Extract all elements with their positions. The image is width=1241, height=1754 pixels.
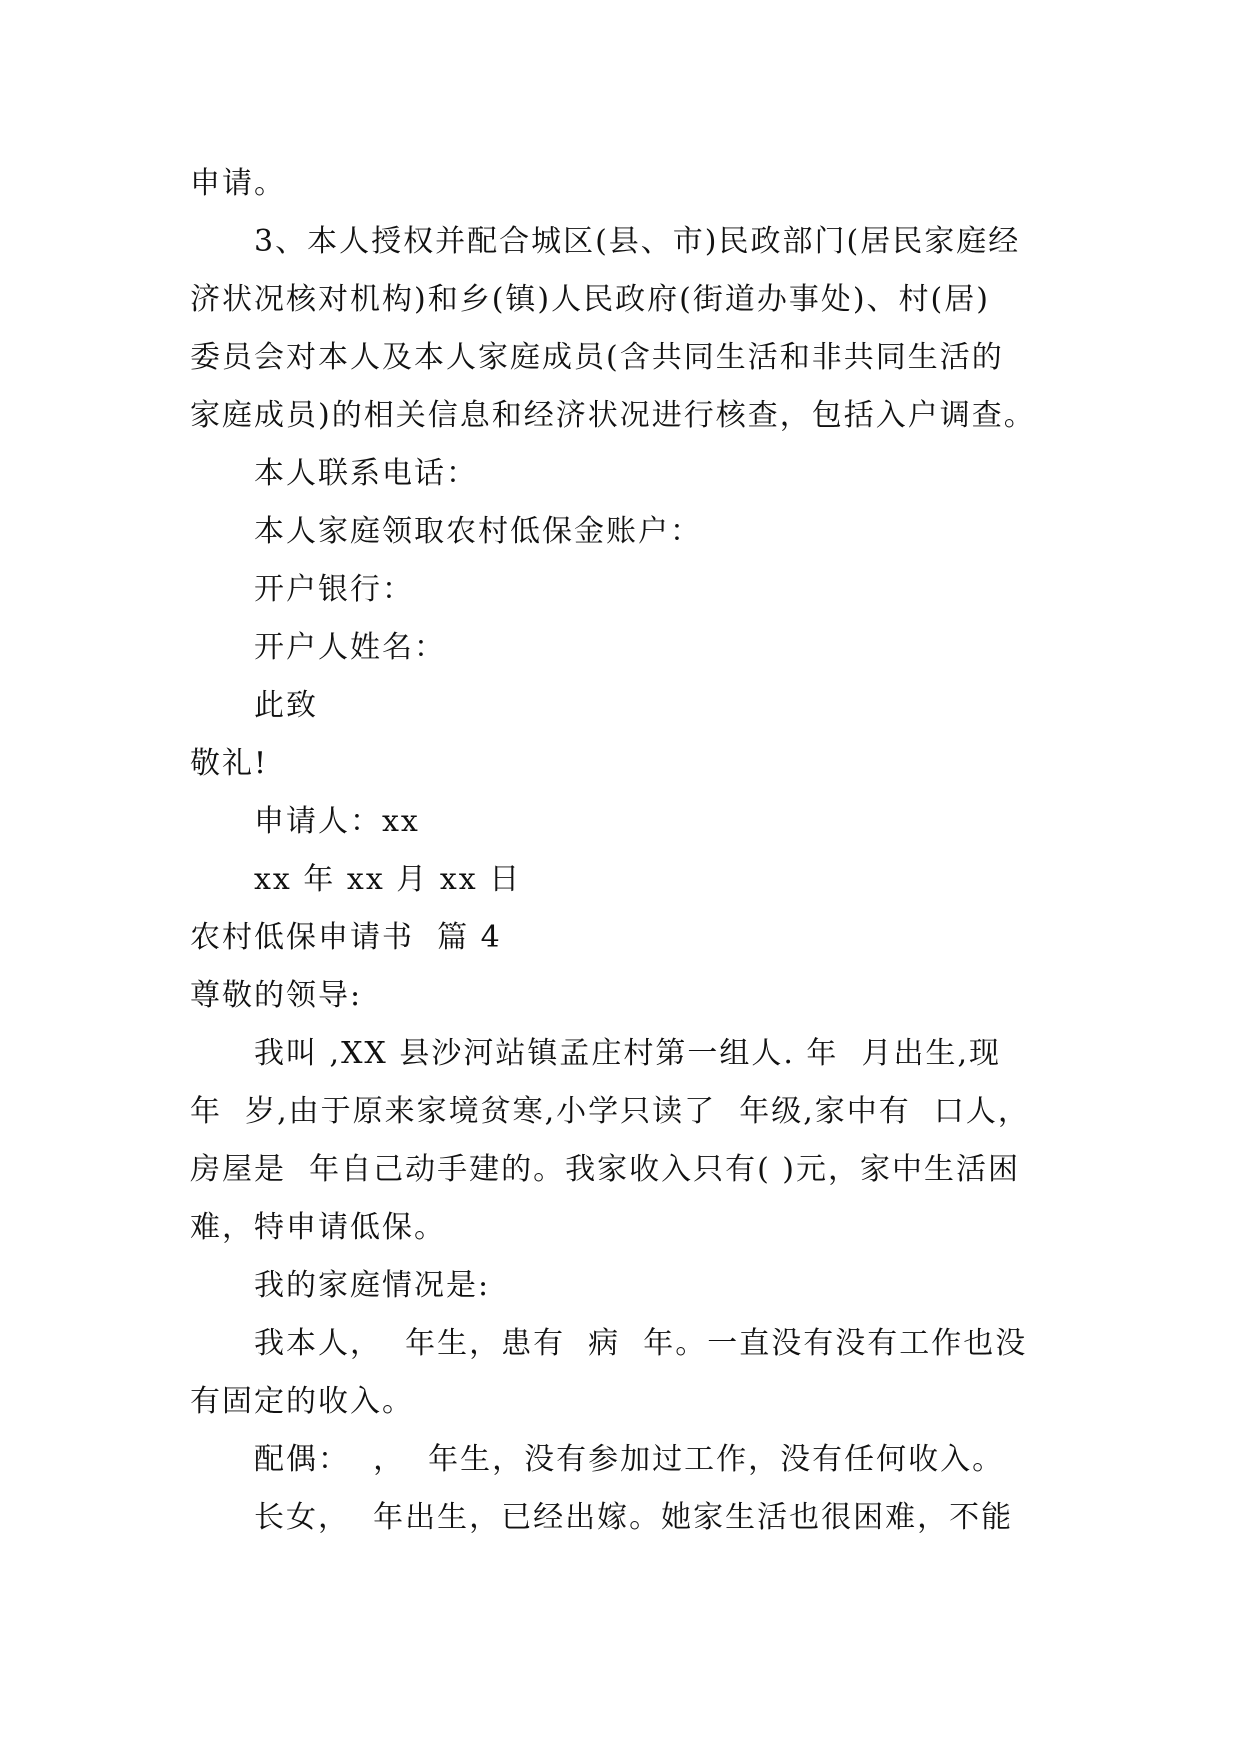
text-line: 我本人， 年生，患有 病 年。一直没有没有工作也没 xyxy=(254,1326,1028,1361)
text-line: 此致 xyxy=(254,688,318,723)
text-line: 开户银行： xyxy=(254,572,414,607)
section-title: 农村低保申请书 篇 4 xyxy=(190,920,502,955)
text-line: 3、本人授权并配合城区(县、市)民政部门(居民家庭经 xyxy=(254,224,1021,259)
text-line: 敬礼! xyxy=(190,746,269,781)
text-line: 房屋是 年自己动手建的。我家收入只有( )元，家中生活困 xyxy=(190,1152,1021,1187)
text-line: 长女， 年出生，已经出嫁。她家生活也很困难，不能 xyxy=(254,1500,1014,1535)
text-line: 有固定的收入。 xyxy=(190,1384,414,1419)
text-line: 我的家庭情况是: xyxy=(254,1268,491,1303)
text-line: 年 岁,由于原来家境贫寒,小学只读了 年级,家中有 口人， xyxy=(190,1094,1030,1129)
text-line: 本人家庭领取农村低保金账户： xyxy=(254,514,702,549)
text-line: 开户人姓名： xyxy=(254,630,446,665)
text-line: 申请。 xyxy=(190,166,286,201)
document-page xyxy=(190,155,1070,1547)
text-line: 济状况核对机构)和乡(镇)人民政府(街道办事处)、村(居) xyxy=(190,282,990,317)
text-line: 本人联系电话： xyxy=(254,456,478,491)
text-line: 委员会对本人及本人家庭成员(含共同生活和非共同生活的 xyxy=(190,340,1004,375)
text-line: 难，特申请低保。 xyxy=(190,1210,446,1245)
text-line: 我叫 ,XX 县沙河站镇孟庄村第一组人. 年 月出生,现 xyxy=(254,1036,1002,1071)
text-line: 配偶： ， 年生，没有参加过工作，没有任何收入。 xyxy=(254,1442,1005,1477)
text-line: 申请人：xx xyxy=(254,804,420,839)
text-line: 家庭成员)的相关信息和经济状况进行核查，包括入户调查。 xyxy=(190,398,1036,433)
text-line: 尊敬的领导: xyxy=(190,978,363,1013)
text-line: xx 年 xx 月 xx 日 xyxy=(254,862,522,897)
